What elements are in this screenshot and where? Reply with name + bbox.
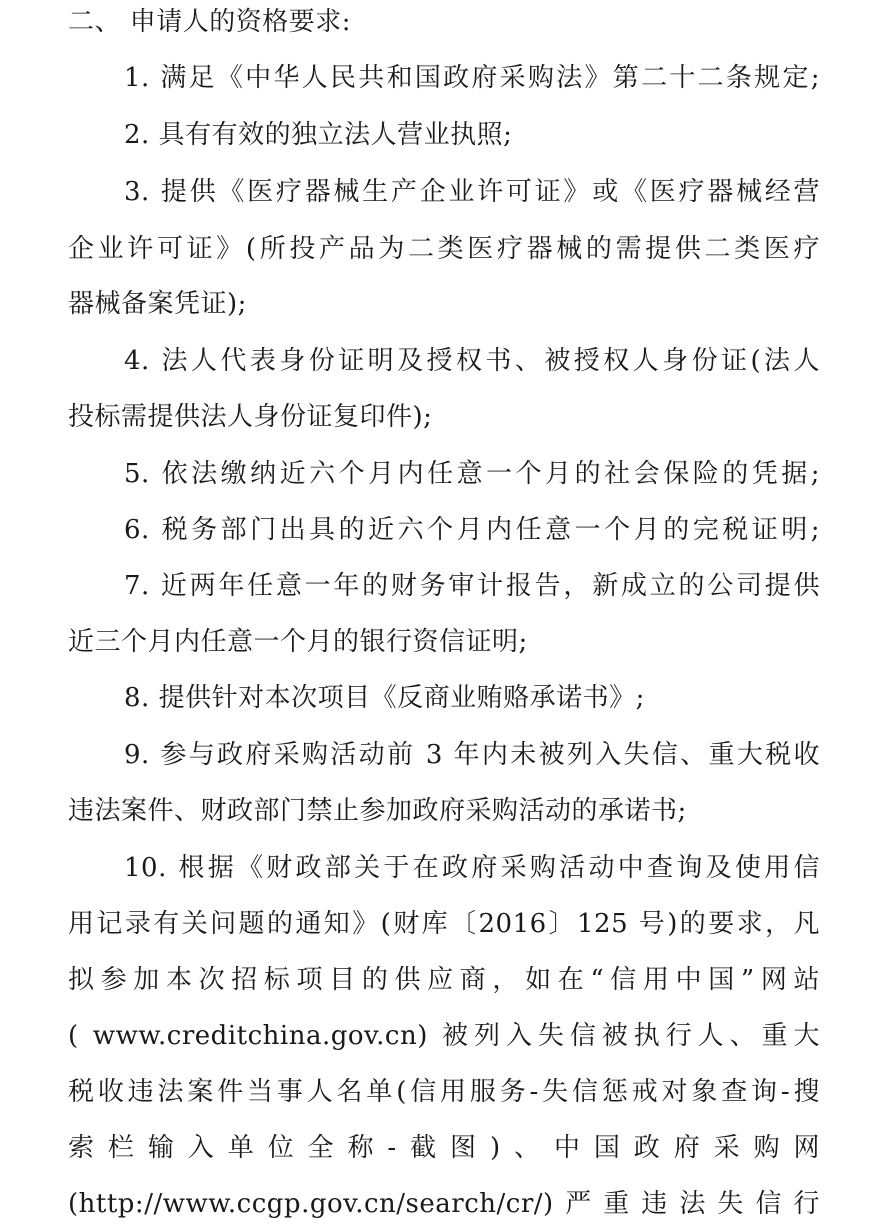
item-2-line-1: 2. 具有有效的独立法人营业执照;	[124, 120, 513, 150]
item-9-line-1: 9. 参与政府采购活动前 3 年内未被列入失信、重大税收	[124, 740, 820, 770]
item-10-line-3: 拟参加本次招标项目的供应商，如在“信用中国”网站	[68, 965, 820, 995]
item-10-line-1: 10. 根据《财政部关于在政府采购活动中查询及使用信	[124, 853, 820, 883]
item-3-line-3: 器械备案凭证);	[68, 289, 247, 319]
item-6-line-1: 6. 税务部门出具的近六个月内任意一个月的完税证明;	[124, 515, 820, 545]
item-3-line-1: 3. 提供《医疗器械生产企业许可证》或《医疗器械经营	[124, 177, 820, 207]
section-heading: 二、 申请人的资格要求:	[68, 7, 352, 37]
item-5-line-1: 5. 依法缴纳近六个月内任意一个月的社会保险的凭据;	[124, 459, 820, 489]
item-10-line-7: (http://www.ccgp.gov.cn/search/cr/)严重违法失信行	[68, 1189, 820, 1219]
item-8-line-1: 8. 提供针对本次项目《反商业贿赂承诺书》;	[124, 683, 645, 713]
item-10-line-6: 索栏输入单位全称-截图)、中国政府采购网	[68, 1133, 820, 1163]
item-7-line-2: 近三个月内任意一个月的银行资信证明;	[68, 627, 528, 657]
item-4-line-2: 投标需提供法人身份证复印件);	[68, 402, 433, 432]
item-9-line-2: 违法案件、财政部门禁止参加政府采购活动的承诺书;	[68, 796, 687, 826]
item-3-line-2: 企业许可证》(所投产品为二类医疗器械的需提供二类医疗	[68, 234, 820, 264]
item-1-line-1: 1. 满足《中华人民共和国政府采购法》第二十二条规定;	[124, 63, 820, 93]
item-4-line-1: 4. 法人代表身份证明及授权书、被授权人身份证(法人	[124, 346, 820, 376]
item-10-line-4: ( www.creditchina.gov.cn) 被列入失信被执行人、重大	[68, 1021, 820, 1051]
item-10-line-2: 用记录有关问题的通知》(财库〔2016〕125 号)的要求，凡	[68, 909, 820, 939]
item-10-line-5: 税收违法案件当事人名单(信用服务-失信惩戒对象查询-搜	[68, 1077, 820, 1107]
item-7-line-1: 7. 近两年任意一年的财务审计报告，新成立的公司提供	[124, 571, 820, 601]
